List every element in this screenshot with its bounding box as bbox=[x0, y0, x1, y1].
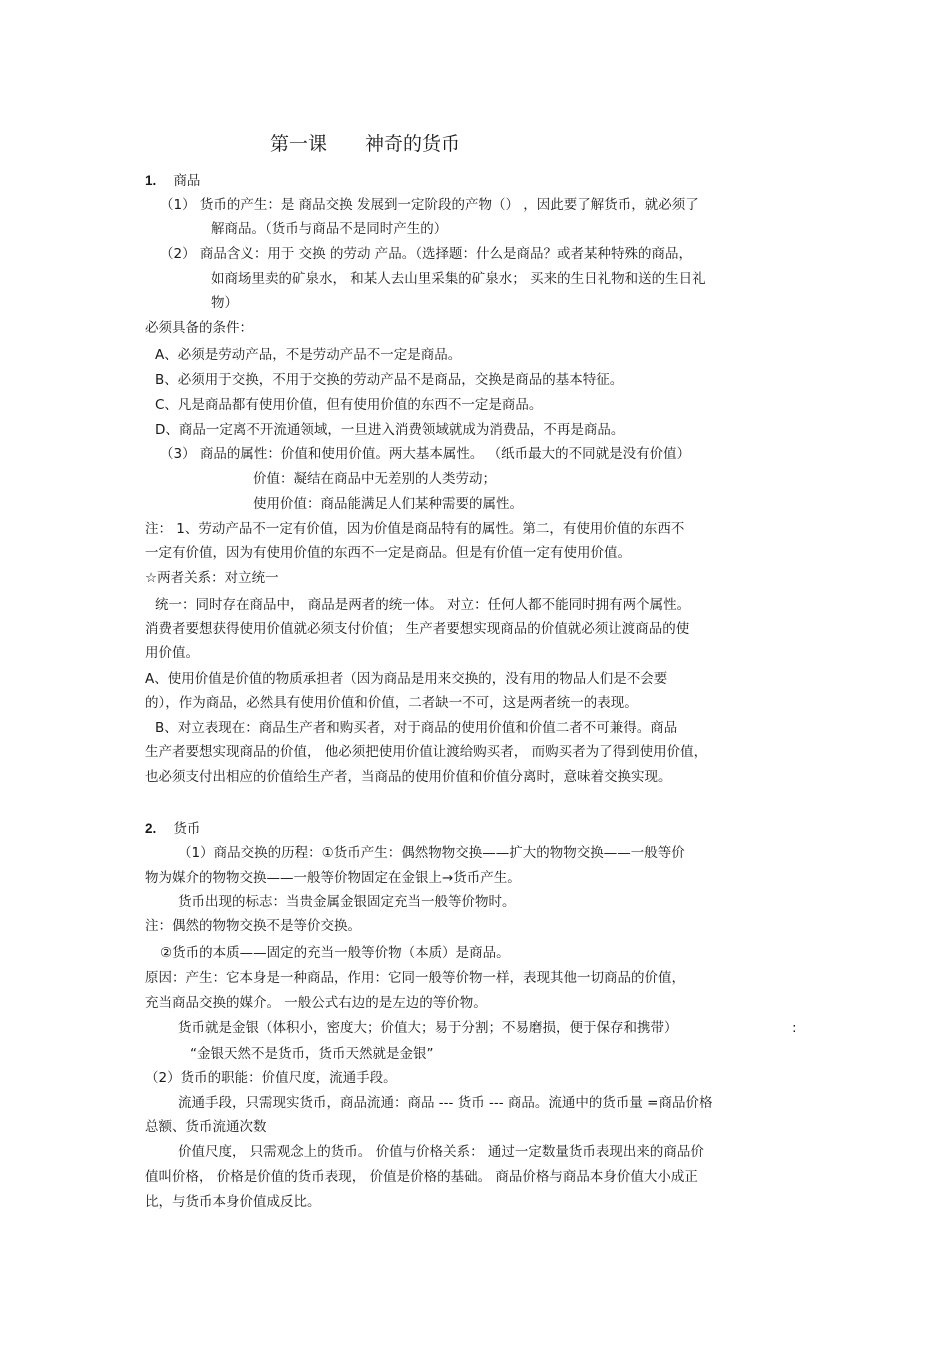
text-line: （1） 货币的产生：是 商品交换 发展到一定阶段的产物（） ，因此要了解货币，就必须了 bbox=[160, 197, 699, 213]
quote-line: “金银天然不是货币，货币天然就是金银” bbox=[190, 1046, 434, 1062]
text-line: : bbox=[792, 1020, 797, 1036]
text-line: 用价值。 bbox=[145, 645, 199, 661]
text-line: 必须具备的条件： bbox=[145, 320, 253, 336]
section-heading bbox=[145, 172, 200, 190]
text-line: 价值：凝结在商品中无差别的人类劳动； bbox=[253, 471, 496, 487]
text-line: （1）商品交换的历程：①货币产生：偶然物物交换——扩大的物物交换——一般等价 bbox=[178, 845, 685, 861]
text-line: 消费者要想获得使用价值就必须支付价值； 生产者要想实现商品的价值就必须让渡商品的使 bbox=[145, 621, 690, 637]
text-line: 值叫价格， 价格是价值的货币表现， 价值是价格的基础。 商品价格与商品本身价值大小成正 bbox=[145, 1169, 698, 1185]
text-line: 原因：产生：它本身是一种商品，作用：它同一般等价物一样，表现其他一切商品的价值， bbox=[145, 970, 685, 986]
text-line: 充当商品交换的媒介。 一般公式右边的是左边的等价物。 bbox=[145, 995, 487, 1011]
text-line: ②货币的本质——固定的充当一般等价物（本质）是商品。 bbox=[160, 945, 510, 961]
list-item: B、必须用于交换，不用于交换的劳动产品不是商品，交换是商品的基本特征。 bbox=[155, 372, 624, 388]
text-line: A、使用价值是价值的物质承担者（因为商品是用来交换的，没有用的物品人们是不会要 bbox=[145, 671, 668, 687]
list-item: C、凡是商品都有使用价值，但有使用价值的东西不一定是商品。 bbox=[155, 397, 543, 413]
text-line: 物为媒介的物物交换——一般等价物固定在金银上→货币产生。 bbox=[145, 870, 521, 886]
text-line: （2）货币的职能：价值尺度，流通手段。 bbox=[145, 1070, 397, 1086]
text-line: 如商场里卖的矿泉水， 和某人去山里采集的矿泉水； 买来的生日礼物和送的生日礼 bbox=[211, 271, 706, 287]
list-item: D、商品一定离不开流通领域，一旦进入消费领域就成为消费品，不再是商品。 bbox=[155, 422, 625, 438]
section-title: 货币 bbox=[173, 821, 201, 837]
text-line: 统一：同时存在商品中， 商品是两者的统一体。 对立：任何人都不能同时拥有两个属性。 bbox=[155, 597, 691, 613]
text-line: 也必须支付出相应的价值给生产者，当商品的使用价值和价值分离时，意味着交换实现。 bbox=[145, 769, 672, 785]
text-line: 价值尺度， 只需观念上的货币。 价值与价格关系： 通过一定数量货币表现出来的商品价 bbox=[178, 1144, 704, 1160]
section-number: 1. bbox=[145, 173, 157, 188]
text-line: 使用价值：商品能满足人们某种需要的属性。 bbox=[253, 496, 523, 512]
section-number: 2. bbox=[145, 821, 157, 836]
text-line: 物） bbox=[211, 295, 238, 311]
text-line: ☆两者关系：对立统一 bbox=[145, 570, 279, 586]
text-line: 货币就是金银（体积小，密度大；价值大；易于分割；不易磨损，便于保存和携带） bbox=[178, 1020, 678, 1036]
text-line: （2） 商品含义：用于 交换 的劳动 产品。（选择题：什么是商品？或者某种特殊的商品， bbox=[160, 246, 693, 262]
note-line: 注： 1、劳动产品不一定有价值，因为价值是商品特有的属性。第二，有使用价值的东西不 bbox=[145, 521, 685, 537]
page-title bbox=[270, 131, 460, 157]
text-line: 比，与货币本身价值成反比。 bbox=[145, 1194, 321, 1210]
text-line: 总额、货币流通次数 bbox=[145, 1119, 267, 1135]
text-line: 流通手段，只需现实货币，商品流通：商品 --- 货币 --- 商品。流通中的货币量 =商品价格 bbox=[178, 1095, 713, 1111]
section-title: 商品 bbox=[173, 173, 201, 189]
list-item: A、必须是劳动产品，不是劳动产品不一定是商品。 bbox=[155, 347, 462, 363]
note-line: 一定有价值，因为有使用价值的东西不一定是商品。但是有价值一定有使用价值。 bbox=[145, 545, 631, 561]
lesson-number: 第一课 bbox=[270, 133, 328, 155]
lesson-title: 神奇的货币 bbox=[365, 133, 461, 155]
text-line: 货币出现的标志：当贵金属金银固定充当一般等价物时。 bbox=[178, 894, 516, 910]
text-line: （3） 商品的属性：价值和使用价值。两大基本属性。 （纸币最大的不同就是没有价值） bbox=[160, 446, 691, 462]
note-line: 注：偶然的物物交换不是等价交换。 bbox=[145, 918, 361, 934]
text-line: 生产者要想实现商品的价值， 他必须把使用价值让渡给购买者， 而购买者为了得到使用价值， bbox=[145, 744, 708, 760]
text-line: 的），作为商品，必然具有使用价值和价值，二者缺一不可，这是两者统一的表现。 bbox=[145, 695, 638, 711]
text-line: B、对立表现在：商品生产者和购买者，对于商品的使用价值和价值二者不可兼得。商品 bbox=[155, 720, 678, 736]
section-heading bbox=[145, 820, 200, 838]
text-line: 解商品。（货币与商品不是同时产生的） bbox=[211, 221, 448, 237]
